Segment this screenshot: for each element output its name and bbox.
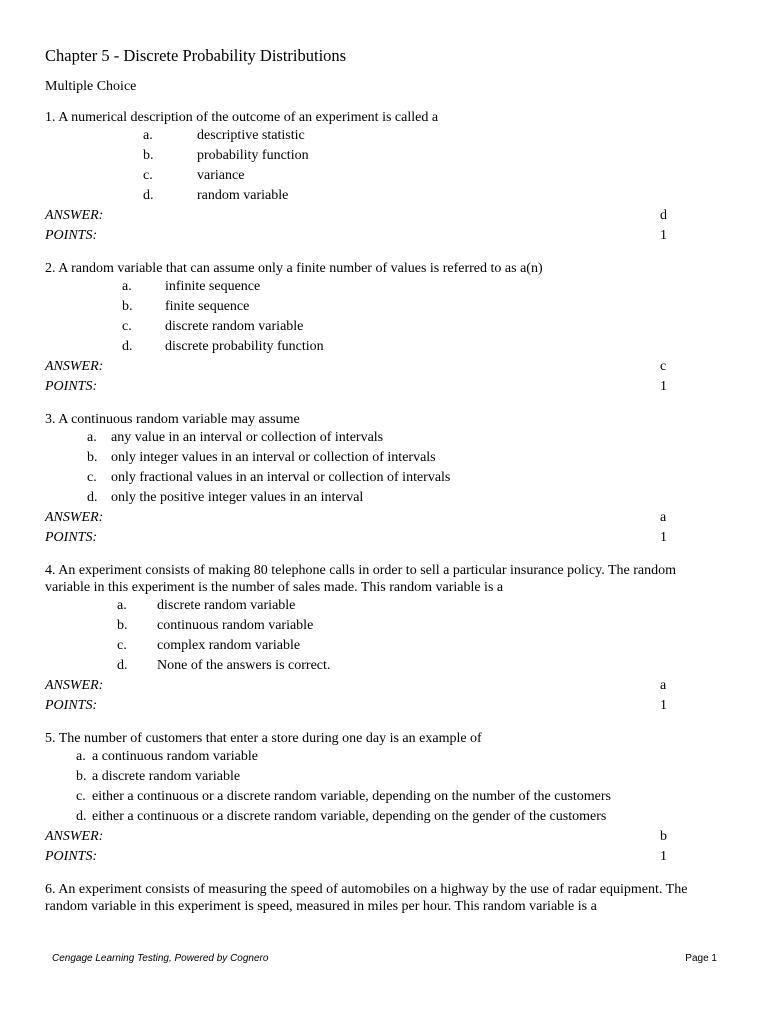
choice-letter: c. xyxy=(122,319,132,334)
choice-text: only the positive integer values in an interval xyxy=(111,490,364,505)
choice-text: None of the answers is correct. xyxy=(157,658,331,673)
choice-d xyxy=(45,337,717,357)
choice-c xyxy=(45,636,717,656)
choice-letter: b. xyxy=(117,618,128,633)
points-value: 1 xyxy=(660,849,667,864)
choice-text: only fractional values in an interval or collection of intervals xyxy=(111,470,451,485)
points-row xyxy=(45,226,717,246)
choice-text: probability function xyxy=(197,148,309,163)
answer-value: a xyxy=(660,510,667,525)
question-4 xyxy=(45,562,717,716)
choice-text: discrete random variable xyxy=(165,319,304,334)
choice-letter: a. xyxy=(122,279,132,294)
choice-text: either a continuous or a discrete random variable, depending on the gender of the customers xyxy=(92,809,607,824)
question-stem: 6. An experiment consists of measuring the speed of automobiles on a highway by the use of radar equipment. The random variable in this experiment is speed, measured in miles per hour. This random variable is a xyxy=(45,882,688,914)
question-3 xyxy=(45,411,717,548)
question-stem: 5. The number of customers that enter a store during one day is an example of xyxy=(45,731,482,746)
points-value: 1 xyxy=(660,530,667,545)
choice-letter: c. xyxy=(76,789,86,804)
choice-a xyxy=(45,126,717,146)
answer-label: ANSWER: xyxy=(45,208,104,223)
footer-page-number: Page 1 xyxy=(685,953,717,964)
section-title: Multiple Choice xyxy=(45,79,137,94)
choice-letter: d. xyxy=(76,809,87,824)
choice-list xyxy=(45,747,717,827)
choice-c xyxy=(45,166,717,186)
question-stem: 3. A continuous random variable may assume xyxy=(45,412,300,427)
page-footer xyxy=(52,952,717,966)
choice-letter: d. xyxy=(143,188,154,203)
answer-label: ANSWER: xyxy=(45,829,104,844)
choice-letter: a. xyxy=(87,430,97,445)
choice-text: discrete probability function xyxy=(165,339,324,354)
choice-letter: a. xyxy=(76,749,86,764)
question-stem: 1. A numerical description of the outcome of an experiment is called a xyxy=(45,110,439,125)
choice-text: finite sequence xyxy=(165,299,250,314)
points-label: POINTS: xyxy=(45,530,98,545)
choice-text: any value in an interval or collection of intervals xyxy=(111,430,384,445)
choice-text: only integer values in an interval or collection of intervals xyxy=(111,450,436,465)
choice-a xyxy=(45,428,717,448)
choice-text: a discrete random variable xyxy=(92,769,241,784)
choice-letter: a. xyxy=(117,598,127,613)
footer-publisher: Cengage Learning Testing, Powered by Cognero xyxy=(52,953,269,964)
choice-letter: d. xyxy=(117,658,128,673)
choice-text: discrete random variable xyxy=(157,598,296,613)
choice-text: continuous random variable xyxy=(157,618,314,633)
choice-d xyxy=(45,656,717,676)
question-2 xyxy=(45,260,717,397)
chapter-title: Chapter 5 - Discrete Probability Distributions xyxy=(45,46,347,65)
choice-letter: c. xyxy=(87,470,97,485)
answer-value: a xyxy=(660,678,667,693)
answer-row xyxy=(45,676,717,696)
choice-a xyxy=(45,277,717,297)
choice-letter: b. xyxy=(76,769,87,784)
choice-c xyxy=(45,468,717,488)
choice-letter: d. xyxy=(122,339,133,354)
answer-row xyxy=(45,508,717,528)
choice-list xyxy=(45,428,717,508)
question-1 xyxy=(45,109,717,246)
choice-text: descriptive statistic xyxy=(197,128,305,143)
choice-letter: b. xyxy=(122,299,133,314)
points-row xyxy=(45,847,717,867)
choice-letter: c. xyxy=(117,638,127,653)
choice-a xyxy=(45,747,717,767)
answer-label: ANSWER: xyxy=(45,510,104,525)
points-label: POINTS: xyxy=(45,228,98,243)
answer-value: c xyxy=(660,359,667,374)
answer-value: d xyxy=(660,208,667,223)
choice-letter: d. xyxy=(87,490,98,505)
choice-list xyxy=(45,277,717,357)
answer-row xyxy=(45,206,717,226)
points-value: 1 xyxy=(660,698,667,713)
choice-d xyxy=(45,186,717,206)
question-stem: 2. A random variable that can assume only a finite number of values is referred to as a(n) xyxy=(45,261,543,276)
points-value: 1 xyxy=(660,228,667,243)
choice-b xyxy=(45,767,717,787)
points-label: POINTS: xyxy=(45,849,98,864)
points-row xyxy=(45,528,717,548)
question-stem: 4. An experiment consists of making 80 telephone calls in order to sell a particular insurance policy. The random variable in this experiment is the number of sales made. This random variable is a xyxy=(45,563,676,595)
points-row xyxy=(45,377,717,397)
choice-letter: c. xyxy=(143,168,153,183)
answer-label: ANSWER: xyxy=(45,678,104,693)
answer-row xyxy=(45,357,717,377)
choice-c xyxy=(45,787,717,807)
choice-text: complex random variable xyxy=(157,638,301,653)
choice-c xyxy=(45,317,717,337)
choice-list xyxy=(45,126,717,206)
question-5 xyxy=(45,730,717,867)
points-label: POINTS: xyxy=(45,379,98,394)
points-row xyxy=(45,696,717,716)
choice-text: variance xyxy=(197,168,245,183)
choice-text: either a continuous or a discrete random variable, depending on the number of the customers xyxy=(92,789,611,804)
choice-letter: a. xyxy=(143,128,153,143)
choice-text: random variable xyxy=(197,188,289,203)
answer-row xyxy=(45,827,717,847)
choice-text: a continuous random variable xyxy=(92,749,259,764)
answer-label: ANSWER: xyxy=(45,359,104,374)
choice-b xyxy=(45,616,717,636)
choice-letter: b. xyxy=(143,148,154,163)
choice-d xyxy=(45,488,717,508)
choice-b xyxy=(45,297,717,317)
choice-b xyxy=(45,448,717,468)
points-label: POINTS: xyxy=(45,698,98,713)
choice-b xyxy=(45,146,717,166)
choice-d xyxy=(45,807,717,827)
choice-text: infinite sequence xyxy=(165,279,261,294)
choice-letter: b. xyxy=(87,450,98,465)
points-value: 1 xyxy=(660,379,667,394)
choice-a xyxy=(45,596,717,616)
choice-list xyxy=(45,596,717,676)
question-6 xyxy=(45,881,717,915)
answer-value: b xyxy=(660,829,667,844)
document-page xyxy=(45,44,717,929)
